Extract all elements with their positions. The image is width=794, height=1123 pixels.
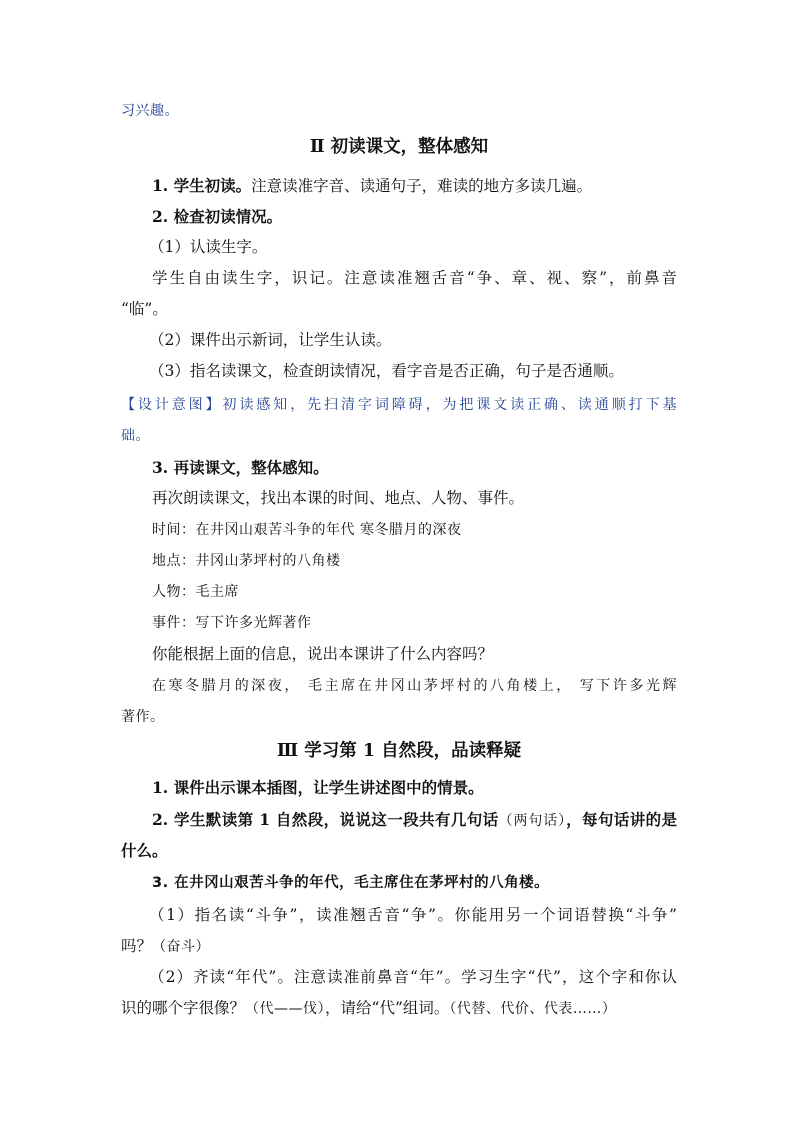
s3-sub-2-words: （代替、代价、代表……）: [449, 1001, 617, 1017]
s3-item-2-text-b: ，每句话讲的是: [566, 810, 678, 829]
section-heading-3: Ⅲ 学习第 1 自然段，品读释疑: [276, 741, 522, 761]
info-person: 人物：毛主席: [152, 584, 239, 600]
s3-sub-1-line-1: （1）指名读“斗争”，读准翘舌音“争”。你能用另一个词语替换“斗争”: [149, 906, 677, 924]
design-intent-text: 初读感知，先扫清字词障碍，为把课文读正确、读通顺打下基: [222, 397, 677, 413]
design-intent-line-1: [121, 390, 677, 421]
s3-item-2-text-a: 2. 学生默读第 1 自然段，说说这一段共有几句话: [152, 810, 499, 829]
s3-sub-2-question: 识的哪个字很像？: [121, 999, 246, 1017]
s3-sub-2-compare: （代——伐）: [245, 1001, 326, 1017]
s3-item-3: 3. 在井冈山艰苦斗争的年代，毛主席住在茅坪村的八角楼。: [152, 875, 550, 891]
info-time: 时间：在井冈山艰苦斗争的年代 寒冬腊月的深夜: [152, 522, 462, 538]
design-intent-line-2: 础。: [121, 428, 150, 444]
item-lead: 1. 学生初读。: [152, 176, 252, 195]
summary-answer-line-2: 著作。: [121, 709, 165, 725]
s3-sub-1-answer: （奋斗）: [152, 939, 211, 955]
s3-sub-2-line-1: （2）齐读“年代”。注意读准前鼻音“年”。学习生字“代”，这个字和你认: [149, 968, 677, 986]
sub-item-1-detail-line-2: “临”。: [121, 300, 168, 318]
summary-question: 你能根据上面的信息，说出本课讲了什么内容吗？: [152, 645, 494, 663]
sub-item-1-detail-line-1: 学生自由读生字，识记。注意读准翘舌音“争、章、视、察”，前鼻音: [152, 269, 677, 287]
info-place: 地点：井冈山茅坪村的八角楼: [152, 553, 341, 569]
sub-item-2: （2）课件出示新词，让学生认读。: [149, 331, 392, 349]
section-heading-2: Ⅱ 初读课文，整体感知: [309, 137, 489, 157]
s3-item-1: 1. 课件出示课本插图，让学生讲述图中的情景。: [152, 778, 484, 797]
sub-item-1: （1）认读生字。: [149, 238, 268, 256]
item-3-instruction: 再次朗读课文，找出本课的时间、地点、人物、事件。: [152, 489, 525, 507]
summary-answer-line-1: 在寒冬腊月的深夜， 毛主席在井冈山茅坪村的八角楼上， 写下许多光辉: [152, 678, 677, 694]
s3-sub-1-question: 吗？: [121, 937, 153, 955]
s3-sub-2-task: ，请给“代”组词。: [325, 999, 450, 1017]
s3-sub-1-line-2: [121, 931, 677, 963]
s3-item-2-line-1: [121, 804, 677, 837]
top-fragment: 习兴趣。: [121, 103, 179, 119]
item-1-initial-reading: [121, 170, 677, 202]
item-text: 注意读准字音、读通句子，难读的地方多读几遍。: [251, 177, 593, 195]
s3-item-2-line-2: 什么。: [121, 841, 168, 860]
sub-item-3: （3）指名读课文，检查朗读情况，看字音是否正确，句子是否通顺。: [149, 362, 624, 380]
s3-sub-2-line-2: [121, 993, 677, 1025]
item-2-check-reading: 2. 检查初读情况。: [152, 207, 283, 226]
design-intent-tag: 【设计意图】: [121, 397, 223, 413]
info-event: 事件：写下许多光辉著作: [152, 615, 312, 631]
item-3-reread: 3. 再读课文，整体感知。: [152, 458, 329, 477]
s3-item-2-answer: （两句话）: [498, 813, 567, 829]
